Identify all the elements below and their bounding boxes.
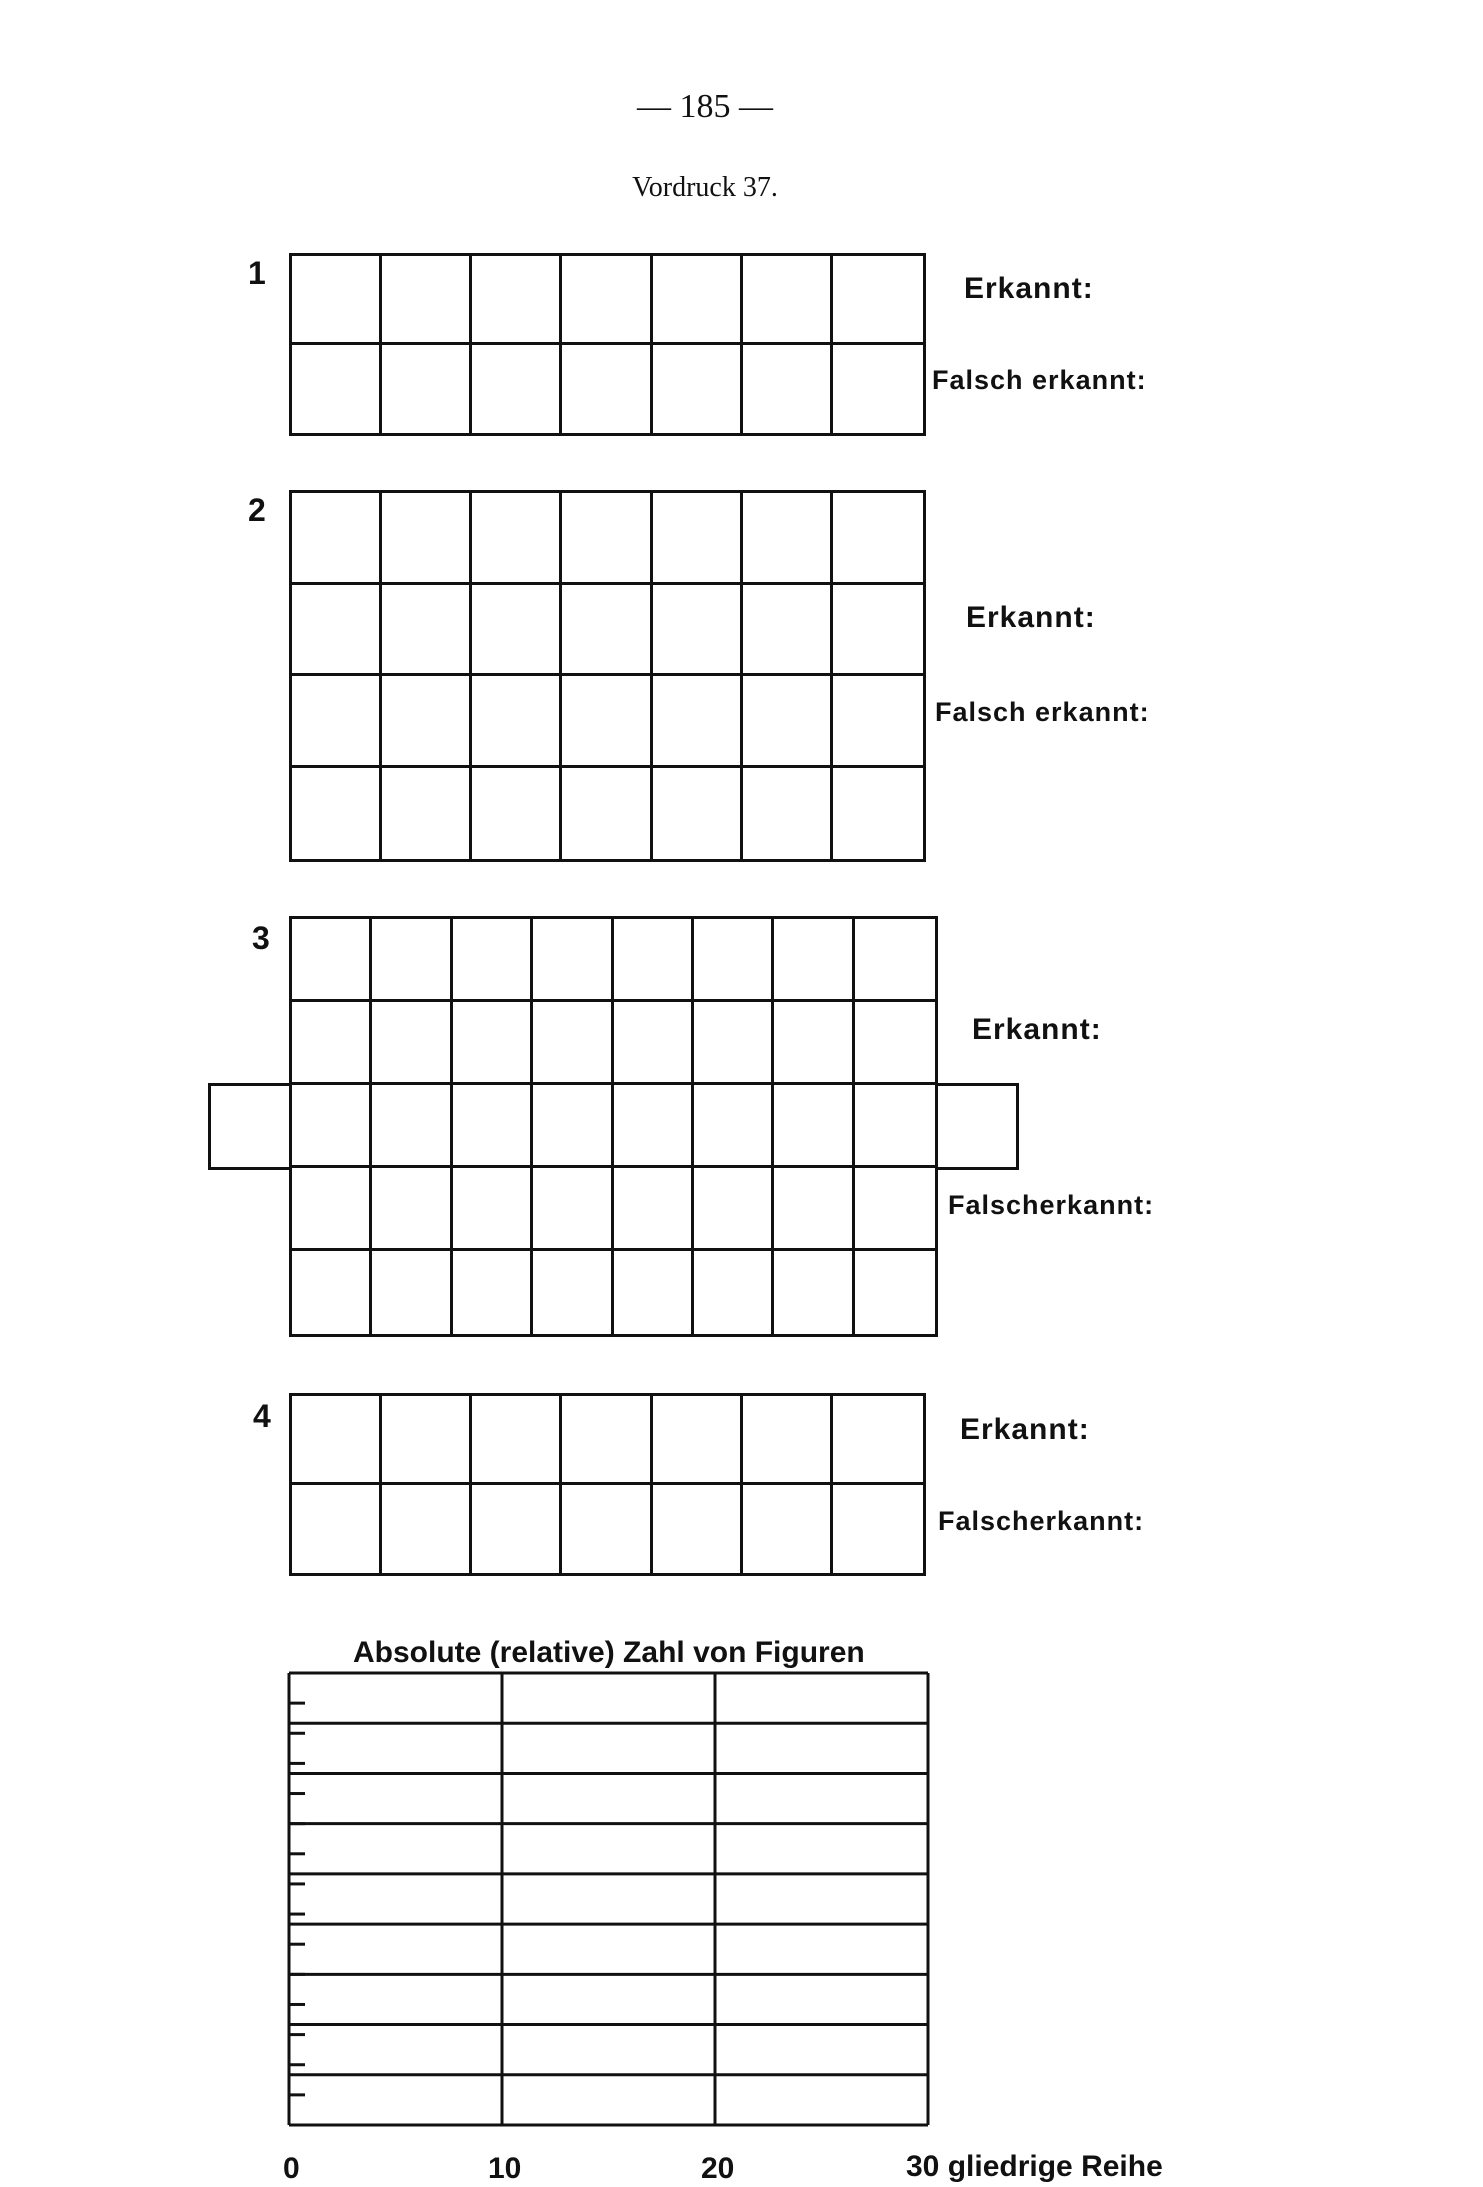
grid-cell bbox=[774, 1002, 854, 1085]
grid-cell bbox=[833, 493, 923, 585]
block-2-number: 2 bbox=[248, 492, 266, 528]
grid-cell bbox=[653, 585, 743, 677]
grid-cell bbox=[562, 493, 652, 585]
block-4-false-label: Falscherkannt: bbox=[938, 1506, 1145, 1536]
grid-cell bbox=[372, 919, 452, 1002]
grid-cell bbox=[774, 919, 854, 1002]
grid-cell bbox=[382, 493, 472, 585]
grid-cell bbox=[562, 585, 652, 677]
grid-cell bbox=[292, 493, 382, 585]
grid-cell bbox=[833, 1396, 923, 1485]
grid-cell bbox=[292, 1168, 372, 1251]
grid-cell bbox=[292, 919, 372, 1002]
grid-cell bbox=[743, 676, 833, 768]
grid-cell bbox=[372, 1002, 452, 1085]
grid-cell bbox=[743, 345, 833, 434]
block-3-left-extension bbox=[208, 1083, 292, 1170]
grid-cell bbox=[453, 1251, 533, 1334]
block-3-recognized-label: Erkannt: bbox=[972, 1013, 1102, 1046]
grid-cell bbox=[833, 768, 923, 860]
block-4-grid bbox=[289, 1393, 926, 1576]
grid-cell bbox=[855, 1168, 935, 1251]
grid-cell bbox=[562, 345, 652, 434]
grid-cell bbox=[833, 676, 923, 768]
block-1-number: 1 bbox=[248, 255, 266, 291]
grid-cell bbox=[653, 768, 743, 860]
grid-cell bbox=[743, 1396, 833, 1485]
block-4-recognized-label: Erkannt: bbox=[960, 1413, 1090, 1446]
grid-cell bbox=[292, 1251, 372, 1334]
block-1-grid bbox=[289, 253, 926, 436]
grid-cell bbox=[694, 1085, 774, 1168]
grid-cell bbox=[382, 1485, 472, 1574]
grid-cell bbox=[292, 585, 382, 677]
grid-cell bbox=[472, 493, 562, 585]
grid-cell bbox=[472, 1485, 562, 1574]
block-3-grid bbox=[289, 916, 938, 1337]
grid-cell bbox=[562, 768, 652, 860]
grid-cell bbox=[562, 1396, 652, 1485]
grid-cell bbox=[694, 1251, 774, 1334]
grid-cell bbox=[614, 1002, 694, 1085]
grid-cell bbox=[833, 256, 923, 345]
grid-cell bbox=[382, 585, 472, 677]
grid-cell bbox=[372, 1085, 452, 1168]
grid-cell bbox=[562, 256, 652, 345]
grid-cell bbox=[774, 1168, 854, 1251]
grid-cell bbox=[372, 1251, 452, 1334]
grid-cell bbox=[694, 919, 774, 1002]
grid-cell bbox=[743, 768, 833, 860]
block-2-grid bbox=[289, 490, 926, 862]
grid-cell bbox=[743, 1485, 833, 1574]
form-title: Vordruck 37. bbox=[632, 172, 778, 203]
grid-cell bbox=[653, 1396, 743, 1485]
grid-cell bbox=[855, 1085, 935, 1168]
grid-cell bbox=[382, 676, 472, 768]
grid-cell bbox=[855, 919, 935, 1002]
block-3-false-label: Falscherkannt: bbox=[948, 1190, 1155, 1220]
grid-cell bbox=[614, 919, 694, 1002]
grid-cell bbox=[453, 1085, 533, 1168]
grid-cell bbox=[382, 256, 472, 345]
grid-cell bbox=[614, 1085, 694, 1168]
grid-cell bbox=[774, 1251, 854, 1334]
grid-cell bbox=[653, 493, 743, 585]
grid-cell bbox=[562, 1485, 652, 1574]
grid-cell bbox=[614, 1251, 694, 1334]
grid-cell bbox=[472, 1396, 562, 1485]
x-tick-30: 30 gliedrige Reihe bbox=[906, 2150, 1163, 2183]
grid-cell bbox=[653, 345, 743, 434]
chart-title: Absolute (relative) Zahl von Figuren bbox=[353, 1636, 865, 1669]
grid-cell bbox=[653, 676, 743, 768]
x-tick-0: 0 bbox=[283, 2152, 300, 2185]
grid-cell bbox=[453, 1168, 533, 1251]
grid-cell bbox=[833, 345, 923, 434]
grid-cell bbox=[833, 1485, 923, 1574]
grid-cell bbox=[533, 1085, 613, 1168]
grid-cell bbox=[453, 1002, 533, 1085]
block-2-recognized-label: Erkannt: bbox=[966, 601, 1096, 634]
grid-cell bbox=[533, 1168, 613, 1251]
grid-cell bbox=[694, 1002, 774, 1085]
block-4-number: 4 bbox=[253, 1398, 271, 1434]
grid-cell bbox=[382, 768, 472, 860]
grid-cell bbox=[743, 493, 833, 585]
grid-cell bbox=[292, 1396, 382, 1485]
chart-grid bbox=[280, 1670, 960, 2130]
grid-cell bbox=[382, 345, 472, 434]
grid-cell bbox=[472, 768, 562, 860]
grid-cell bbox=[855, 1002, 935, 1085]
grid-cell bbox=[533, 1251, 613, 1334]
page-number: — 185 — bbox=[637, 88, 773, 125]
grid-cell bbox=[292, 1485, 382, 1574]
grid-cell bbox=[292, 256, 382, 345]
grid-cell bbox=[694, 1168, 774, 1251]
grid-cell bbox=[292, 676, 382, 768]
block-3-number: 3 bbox=[252, 920, 270, 956]
grid-cell bbox=[653, 1485, 743, 1574]
x-tick-20: 20 bbox=[701, 2152, 735, 2185]
block-1-recognized-label: Erkannt: bbox=[964, 272, 1094, 305]
grid-cell bbox=[292, 1002, 372, 1085]
grid-cell bbox=[292, 1085, 372, 1168]
grid-cell bbox=[382, 1396, 472, 1485]
grid-cell bbox=[533, 919, 613, 1002]
block-2-false-label: Falsch erkannt: bbox=[935, 697, 1150, 727]
grid-cell bbox=[833, 585, 923, 677]
grid-cell bbox=[562, 676, 652, 768]
grid-cell bbox=[653, 256, 743, 345]
grid-cell bbox=[453, 919, 533, 1002]
grid-cell bbox=[292, 768, 382, 860]
grid-cell bbox=[472, 676, 562, 768]
x-tick-10: 10 bbox=[488, 2152, 522, 2185]
grid-cell bbox=[743, 256, 833, 345]
grid-cell bbox=[614, 1168, 694, 1251]
grid-cell bbox=[743, 585, 833, 677]
block-1-false-label: Falsch erkannt: bbox=[932, 365, 1147, 395]
grid-cell bbox=[472, 256, 562, 345]
grid-cell bbox=[472, 345, 562, 434]
grid-cell bbox=[533, 1002, 613, 1085]
block-3-right-extension bbox=[935, 1083, 1019, 1170]
grid-cell bbox=[372, 1168, 452, 1251]
grid-cell bbox=[472, 585, 562, 677]
grid-cell bbox=[774, 1085, 854, 1168]
grid-cell bbox=[855, 1251, 935, 1334]
grid-cell bbox=[292, 345, 382, 434]
